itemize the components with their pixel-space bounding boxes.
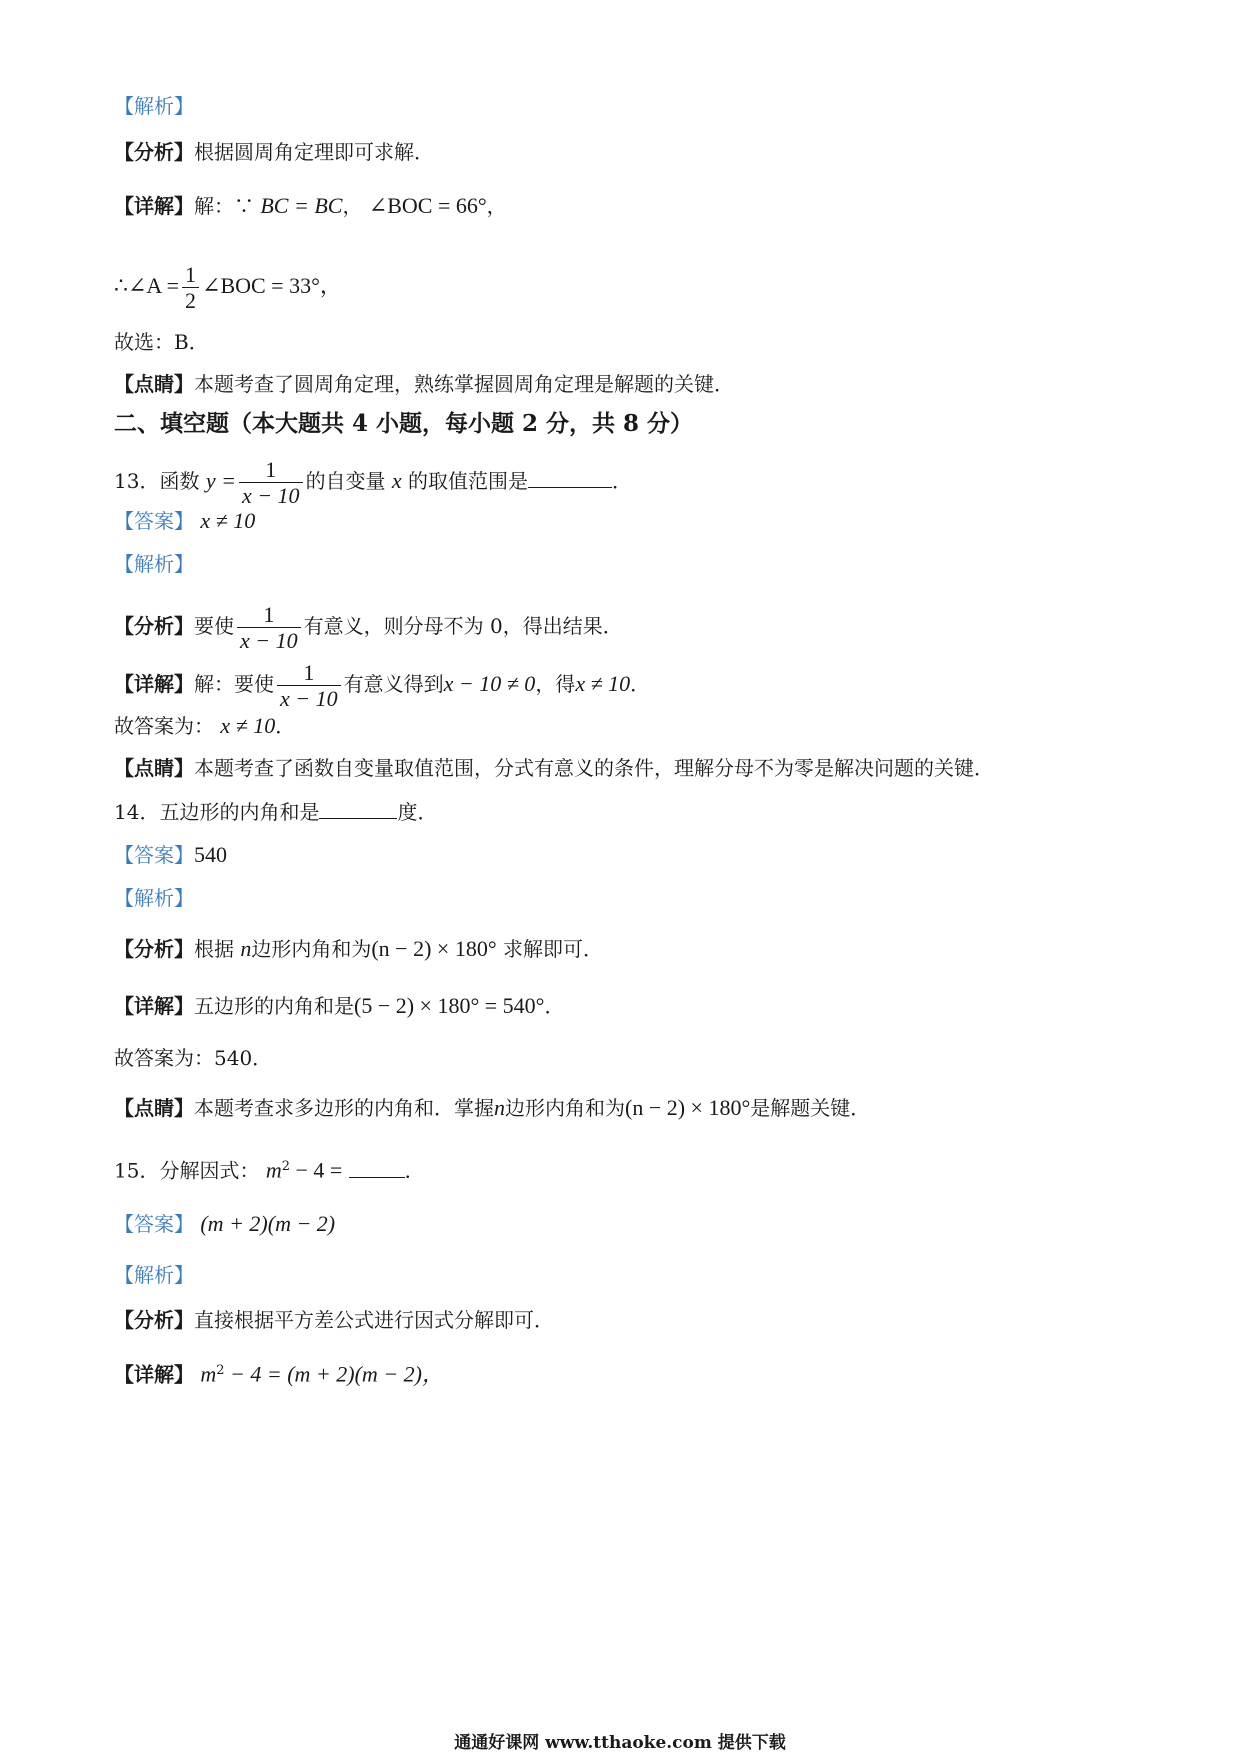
q13-answer-line <box>114 507 255 535</box>
q14-text-b: 度． <box>397 800 438 824</box>
q14-dianjing-line <box>114 1094 870 1122</box>
q13-gu: 故答案为： <box>114 714 214 738</box>
q13-fenxi-b: 有意义，则分母不为 0，得出结果． <box>303 614 623 638</box>
q13-end: 的取值范围是 <box>408 469 529 493</box>
q13-xiangjie-line: 【详解】解：要使 $\frac{1}{x - 10}$ 有意义得到x − 10 ≠ 0，得x ≠ 10． <box>114 660 651 711</box>
q14-fenxi-c: 求解即可． <box>502 937 603 961</box>
q13-mid: 的自变量 <box>305 469 386 493</box>
xiangjie-label: 【详解】 <box>114 1362 194 1387</box>
q15-xiangjie-line <box>114 1357 444 1389</box>
q15-xiangjie-eq: − 4 = (m + 2)(m − 2)， <box>224 1361 444 1387</box>
q14-text-a: 14．五边形的内角和是 <box>114 800 320 824</box>
fenxi-label: 【分析】 <box>114 140 194 164</box>
q14-answer-line <box>114 841 227 869</box>
q13-xiangjie-frac-num: 1 <box>277 660 341 686</box>
equation-bc: BC = BC <box>260 193 343 218</box>
fraction-numerator: 1 <box>182 262 199 288</box>
q13-xiangjie-fraction <box>277 660 341 711</box>
q15-fenxi-line <box>114 1306 554 1334</box>
q13-dianjing-line <box>114 754 994 782</box>
dianjing-line <box>114 370 734 398</box>
equation-boc: ∠BOC = 66° <box>368 193 487 218</box>
q13-gu-ans: x ≠ 10 <box>220 713 276 738</box>
dianjing-label: 【点睛】 <box>114 1096 194 1120</box>
q13-xiangjie-d: ，得 <box>535 672 576 696</box>
question-13 <box>114 457 632 508</box>
q13-x: x <box>391 468 402 493</box>
q15-xiangjie-m: m <box>200 1361 217 1387</box>
fraction-half <box>182 262 199 313</box>
q15-answer-line <box>114 1210 335 1238</box>
q14-dianjing-a: 本题考查求多边形的内角和．掌握 <box>194 1096 494 1120</box>
q14-dianjing-n: n <box>494 1095 505 1120</box>
q14-xiangjie-a: 五边形的内角和是 <box>194 994 354 1018</box>
jiexi-label: 【解析】 <box>114 886 194 910</box>
fenxi-label: 【分析】 <box>114 937 194 961</box>
answer-blank <box>349 1157 405 1178</box>
dianjing-label: 【点睛】 <box>114 372 194 396</box>
q14-answer: 540 <box>194 842 227 867</box>
fraction-denominator: 2 <box>185 288 197 313</box>
q14-fenxi-formula: (n − 2) × 180° <box>371 936 497 961</box>
jiexi-label: 【解析】 <box>114 552 194 576</box>
xiangjie-prefix: 解：∵ <box>194 194 254 218</box>
q13-dianjing-text: 本题考查了函数自变量取值范围，分式有意义的条件，理解分母不为零是解决问题的关键． <box>194 756 994 780</box>
fenxi-line <box>114 138 434 166</box>
q13-number: 13．函数 <box>114 469 200 493</box>
q15-answer: (m + 2)(m − 2) <box>200 1211 336 1236</box>
q14-dianjing-c: 是解题关键． <box>750 1096 871 1120</box>
q14-fenxi-b: 边形内角和为 <box>251 937 372 961</box>
q13-frac-den: x − 10 <box>241 483 300 508</box>
q13-answer: x ≠ 10 <box>200 508 256 533</box>
daan-label: 【答案】 <box>114 509 194 533</box>
q14-xiangjie-formula: (5 − 2) × 180° = 540° <box>354 993 545 1018</box>
therefore-line <box>114 262 342 313</box>
fenxi-label: 【分析】 <box>114 1308 194 1332</box>
answer-blank <box>528 467 612 488</box>
q14-xiangjie-end: ． <box>544 994 565 1018</box>
page-footer: 通通好课网 www.tthaoke.com 提供下载 <box>454 1733 786 1753</box>
q14-fenxi-a: 根据 <box>194 937 234 961</box>
q14-xiangjie-line <box>114 992 564 1020</box>
xiangjie-line: 【详解】解：∵ BC = BC， ∠BOC = 66°， <box>114 193 507 218</box>
q14-dianjing-b: 边形内角和为 <box>505 1096 625 1120</box>
q13-y: y = <box>205 468 236 493</box>
q13-gu-line: 故答案为： x ≠ 10． <box>114 713 296 738</box>
therefore-angle-a: ∴∠A = <box>114 273 180 298</box>
q13-fenxi-frac-den: x − 10 <box>240 628 298 653</box>
q13-period: ． <box>612 469 633 493</box>
q13-xiangjie-a: 解：要使 <box>194 672 274 696</box>
q13-fenxi-fraction <box>237 602 301 653</box>
jiexi-label: 【解析】 <box>114 1263 194 1287</box>
daan-label: 【答案】 <box>114 1212 194 1236</box>
section-heading: 二、填空题（本大题共 4 小题，每小题 2 分，共 8 分） <box>114 410 694 437</box>
q15-square: 2 <box>281 1159 290 1174</box>
dianjing-text: 本题考查了圆周角定理，熟练掌握圆周角定理是解题的关键． <box>194 372 734 396</box>
dianjing-label: 【点睛】 <box>114 756 194 780</box>
daan-label: 【答案】 <box>114 843 194 867</box>
guxuan-line: 故选：B． <box>114 330 209 354</box>
q13-xiangjie-b: 有意义得到 <box>343 672 444 696</box>
q14-fenxi-n: n <box>240 936 252 961</box>
q14-gu-line: 故答案为：540． <box>114 1046 273 1070</box>
q13-frac-num: 1 <box>239 457 303 483</box>
q13-xiangjie-e: x ≠ 10 <box>575 671 631 696</box>
q13-fraction <box>239 457 303 508</box>
answer-blank <box>319 798 397 819</box>
xiangjie-label: 【详解】 <box>114 994 194 1018</box>
q13-fenxi-a: 要使 <box>194 614 234 638</box>
q15-fenxi-text: 直接根据平方差公式进行因式分解即可． <box>194 1308 554 1332</box>
q14-fenxi-line <box>114 935 603 963</box>
q13-fenxi-line <box>114 602 623 653</box>
q13-fenxi-frac-num: 1 <box>237 602 301 628</box>
question-14 <box>114 798 437 826</box>
q15-m: m <box>265 1157 282 1183</box>
q14-dianjing-formula: (n − 2) × 180° <box>625 1095 751 1120</box>
xiangjie-label: 【详解】 <box>114 194 194 218</box>
xiangjie-label: 【详解】 <box>114 672 194 696</box>
q15-text-b: − 4 = <box>289 1157 343 1183</box>
equation-result: ∠BOC = 33°， <box>202 273 342 298</box>
fenxi-text: 根据圆周角定理即可求解． <box>194 140 434 164</box>
q13-xiangjie-frac-den: x − 10 <box>280 686 338 711</box>
question-15 <box>114 1153 425 1185</box>
q15-end: ． <box>404 1158 425 1183</box>
q15-xiangjie-square: 2 <box>216 1363 225 1378</box>
q13-xiangjie-c: x − 10 ≠ 0 <box>443 671 536 696</box>
jiexi-label: 【解析】 <box>114 94 194 118</box>
fenxi-label: 【分析】 <box>114 614 194 638</box>
q15-text-a: 15．分解因式： <box>114 1158 260 1183</box>
